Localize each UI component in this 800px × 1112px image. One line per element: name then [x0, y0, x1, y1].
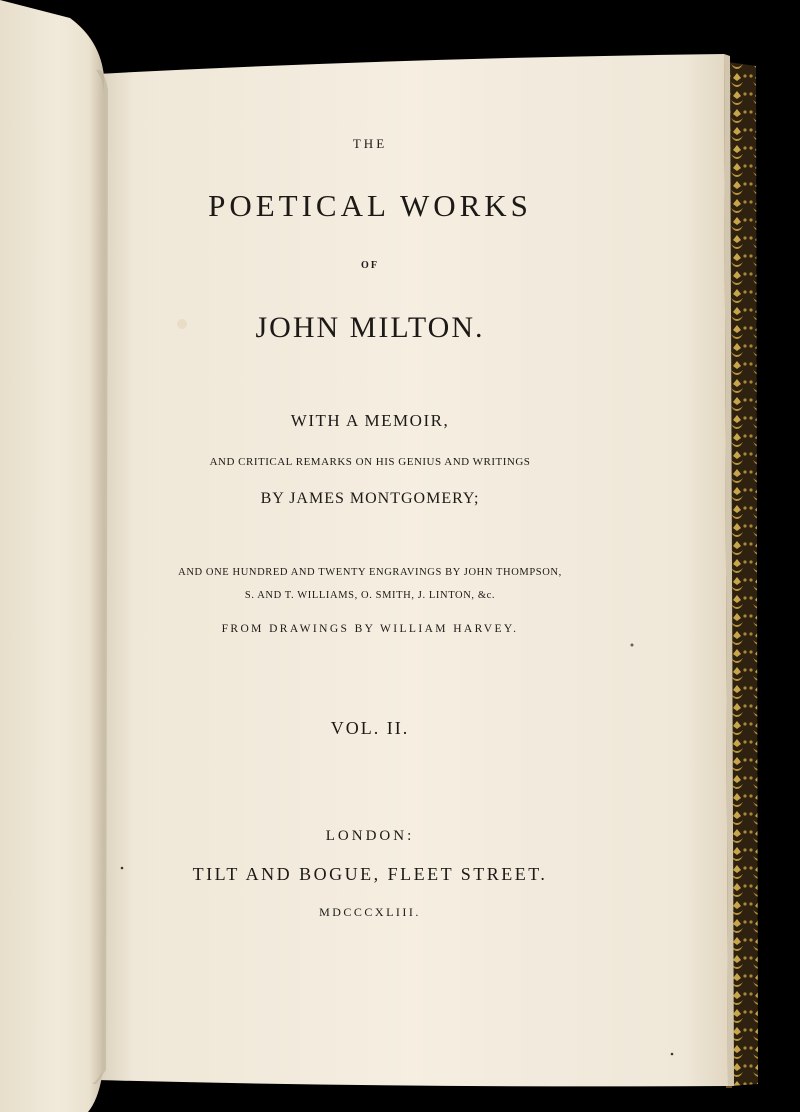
memoir-line: WITH A MEMOIR,	[290, 411, 450, 430]
imprint-date: MDCCCXLIII.	[319, 905, 421, 919]
drawings-line: FROM DRAWINGS BY WILLIAM HARVEY.	[221, 623, 519, 635]
editor-line: BY JAMES MONTGOMERY;	[260, 490, 480, 507]
title-of: OF	[361, 260, 379, 271]
title-article: THE	[352, 136, 388, 151]
critical-remarks-line: AND CRITICAL REMARKS ON HIS GENIUS AND WRITINGS	[209, 456, 531, 468]
engravings-line-2: S. AND T. WILLIAMS, O. SMITH, J. LINTON, &c.	[244, 590, 496, 601]
volume-number: VOL. II.	[330, 718, 410, 738]
imprint-publisher: TILT AND BOGUE, FLEET STREET.	[192, 864, 548, 884]
left-page	[0, 0, 104, 1112]
engravings-line-1: AND ONE HUNDRED AND TWENTY ENGRAVINGS BY JOHN THOMPSON,	[178, 567, 562, 578]
book-title: POETICAL WORKS	[208, 188, 532, 223]
imprint-place: LONDON:	[325, 828, 415, 844]
author-name: JOHN MILTON.	[255, 311, 485, 344]
